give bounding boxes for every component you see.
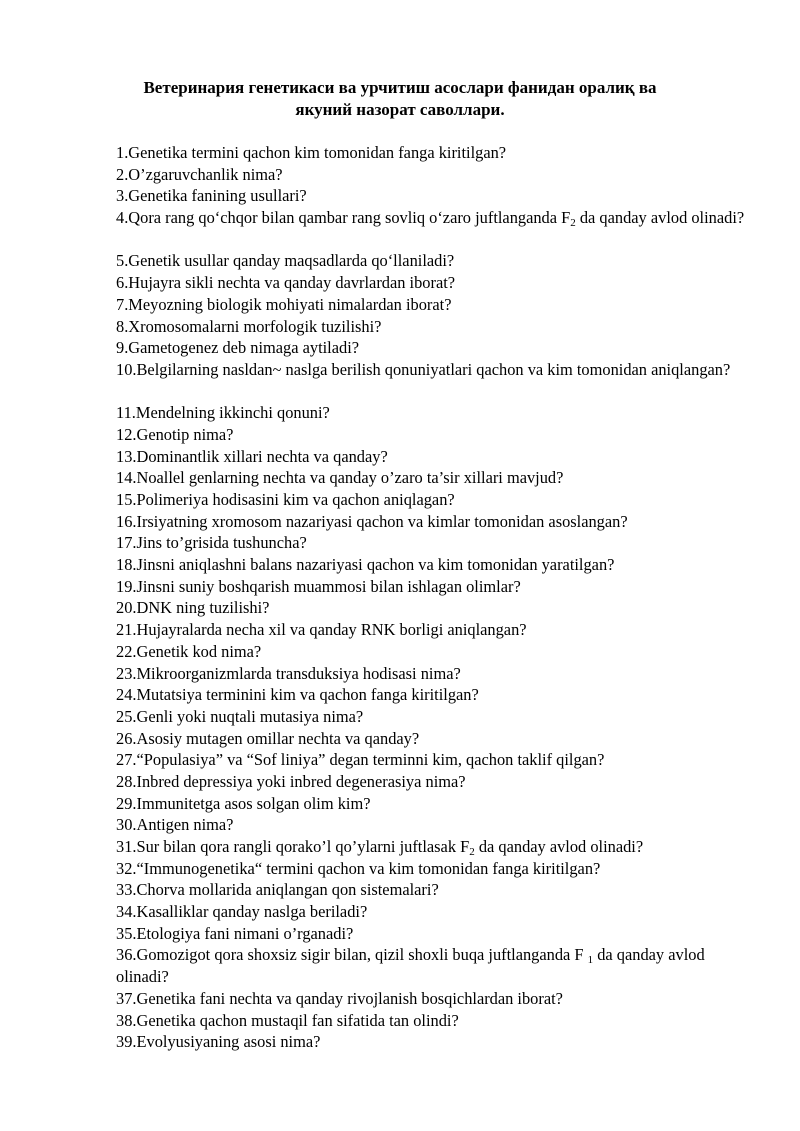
question-list (116, 142, 756, 1053)
question-item: 8.Xromosomalarni morfologik tuzilishi? (116, 316, 382, 336)
question-item: 13.Dominantlik xillari nechta va qanday? (116, 446, 388, 466)
question-item: 23.Mikroorganizmlarda transduksiya hodisasi nima? (116, 663, 461, 683)
question-item: 1.Genetika termini qachon kim tomonidan fanga kiritilgan? (116, 143, 507, 162)
question-item: 37.Genetika fani nechta va qanday rivojlanish bosqichlardan iborat? (116, 988, 563, 1008)
question-item: 4.Qora rang qo‘chqor bilan qambar rang sovliq o‘zaro juftlanganda $F_2$ da qanday avlod olinadi? (116, 208, 745, 230)
question-item: 25.Genli yoki nuqtali mutasiya nima? (116, 706, 364, 726)
question-item: 12.Genotip nima? (116, 424, 234, 444)
question-item: 34.Kasalliklar qanday naslga beriladi? (116, 902, 368, 922)
question-item: 2.O’zgaruvchanlik nima? (116, 164, 283, 184)
question-item: 33.Chorva mollarida aniqlangan qon sistemalari? (116, 880, 439, 900)
question-item: 22.Genetik kod nima? (116, 641, 262, 661)
question-item: 35.Etologiya fani nimani o’rganadi? (116, 923, 354, 943)
question-item: 20.DNK ning tuzilishi? (116, 598, 270, 618)
question-item: 24.Mutatsiya terminini kim va qachon fanga kiritilgan? (116, 685, 479, 705)
question-item: 28.Inbred depressiya yoki inbred degenerasiya nima? (116, 771, 466, 791)
question-item: 39.Evolyusiyaning asosi nima? (116, 1032, 321, 1052)
document-title-line-2: якуний назорат саволлари. (295, 100, 505, 119)
question-item: 3.Genetika fanining usullari? (116, 186, 307, 206)
question-item: 7.Meyozning biologik mohiyati nimalardan iborat? (116, 294, 452, 314)
question-item: 14.Noallel genlarning nechta va qanday o’zaro ta’sir xillari mavjud? (116, 468, 564, 488)
question-item: 29.Immunitetga asos solgan olim kim? (116, 793, 371, 813)
question-item: 26.Asosiy mutagen omillar nechta va qanday? (116, 728, 420, 748)
document-title-line-1: Ветеринария генетикаси ва урчитиш асослари фанидан оралиқ ва (143, 78, 657, 97)
question-item: 18.Jinsni aniqlashni balans nazariyasi qachon va kim tomonidan yaratilgan? (116, 555, 615, 575)
question-item: 27.“Populasiya” va “Sof liniya” degan terminni kim, qachon taklif qilgan? (116, 750, 605, 770)
question-item: 9.Gametogenez deb nimaga aytiladi? (116, 338, 360, 358)
question-item: 10.Belgilarning nasldan~ naslga berilish qonuniyatlari qachon va kim tomonidan aniqlangan? (116, 359, 731, 379)
subscript: 2 (570, 217, 576, 230)
question-item: 38.Genetika qachon mustaqil fan sifatida tan olindi? (116, 1010, 459, 1030)
question-item: 30.Antigen nima? (116, 815, 234, 835)
question-item: 15.Polimeriya hodisasini kim va qachon aniqlagan? (116, 490, 455, 510)
question-item: 36.Gomozigot qora shoxsiz sigir bilan, qizil shoxli buqa juftlanganda F $_1$ da qanday avlod olinadi? (116, 945, 705, 987)
question-item: 11.Mendelning ikkinchi qonuni? (116, 403, 330, 423)
question-item: 19.Jinsni suniy boshqarish muammosi bilan ishlagan olimlar? (116, 576, 521, 596)
question-item: 16.Irsiyatning xromosom nazariyasi qachon va kimlar tomonidan asoslangan? (116, 511, 628, 531)
question-item: 21.Hujayralarda necha xil va qanday RNK borligi aniqlangan? (116, 620, 527, 640)
question-item: 5.Genetik usullar qanday maqsadlarda qo‘llaniladi? (116, 251, 455, 271)
subscript: 1 (587, 954, 594, 967)
question-item: 32.“Immunogenetika“ termini qachon va kim tomonidan fanga kiritilgan? (116, 858, 601, 878)
question-item: 31.Sur bilan qora rangli qorako’l qo’ylarni juftlasak $F_2$ da qanday avlod olinadi? (116, 837, 644, 859)
question-item: 17.Jins to’grisida tushuncha? (116, 533, 307, 553)
subscript: 2 (469, 846, 475, 859)
question-item: 6.Hujayra sikli nechta va qanday davrlardan iborat? (116, 273, 456, 293)
